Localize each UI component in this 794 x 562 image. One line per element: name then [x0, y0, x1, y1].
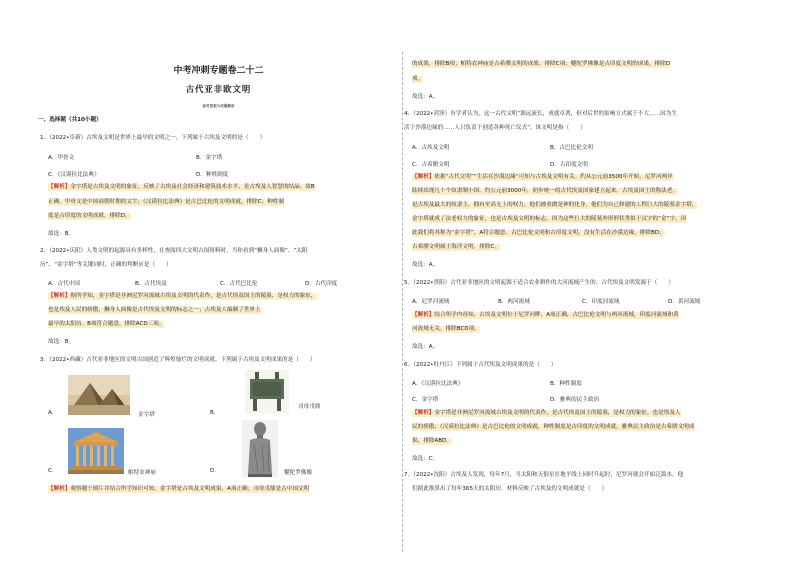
- q3-analysis-cont-line2: 项。: [412, 76, 424, 82]
- q4-analysis-line1: [412, 174, 673, 181]
- q2-analysis-line3: 最早的太阳历。B项符合题意，排除ACD三项。: [48, 321, 165, 327]
- q1-stem: 1．（2022•阜新）古埃及文明是世界上最早的文明之一。下列属于古埃及文明的是（ ）: [40, 135, 266, 141]
- q5-option-a: A．尼罗河流域: [412, 299, 450, 305]
- column-divider: [402, 52, 403, 552]
- q4-stem-line2: 活于沙漠边缘的……人只负责于创造各种死亡仪式”。该文明是指（ ）: [404, 125, 586, 131]
- analysis-tag: 【解析】: [48, 486, 71, 492]
- q2-analysis-line2: 也是埃及人民的骄傲，狮身人面像是古代埃及文明的标志之一；古埃及人编制了世界上: [48, 307, 261, 313]
- q3-stem: 3．（2022•西藏）古代亚非地区的文明古国创造了辉煌灿烂的文明成就。下列属于古埃及文明成果的是（ ）: [40, 357, 316, 363]
- q7-stem-line2: 们据此推算出了每年365天的太阳历，材料反映了古埃及的文明成就是（ ）: [412, 486, 608, 492]
- q6-option-a: A．《汉谟拉比法典》: [412, 381, 464, 387]
- q4-analysis-line2: 陆续出现几十个奴隶制小国。约公元前3000年，初步统一的古代埃及国家建立起来。古埃及国王的称法老。: [412, 188, 678, 194]
- q2-option-a: A．古代中国: [48, 281, 80, 287]
- q4-answer: 故选：A。: [412, 262, 439, 268]
- q3-analysis-cont-line1: 的成果，排除B项；帕特农神庙是古希腊文明的成果，排除C项；犍陀罗佛像是古印度文明的成果，排除D: [412, 61, 671, 67]
- analysis-tag: 【解析】: [412, 410, 435, 416]
- q1-analysis-text: 金字塔是古埃及文明的象征，反映了古埃及社会经济和建筑技术水平，是古埃及人智慧的结晶。故B: [70, 184, 315, 190]
- q4-option-a: A．古埃及文明: [412, 145, 450, 151]
- q5-analysis-line1: [412, 312, 679, 319]
- q3-option-d: D．: [210, 468, 220, 474]
- q6-analysis-line1: [412, 410, 681, 417]
- q4-option-b: B．古巴比伦文明: [550, 145, 593, 151]
- q6-analysis-line3: 果，排除ABD。: [412, 438, 452, 444]
- q3-option-a: A．: [48, 410, 58, 416]
- q4-analysis-line6: 古希腊文明属于海洋文明，排除C。: [412, 244, 500, 250]
- q2-stem-line2: 历”、“金字塔”等关键词时，正确的判断应是（ ）: [40, 262, 172, 268]
- q3-analysis-text: 观察题干图片并结合所学知识可知，金字塔是古埃及文明成果，A项正确；司母戊鼎是古中国文明: [70, 486, 310, 492]
- q1-option-c: C．《汉谟拉比法典》: [48, 172, 100, 178]
- section-heading: 一、选择题（共10小题）: [38, 117, 102, 123]
- q3-answer: 故选：A。: [412, 94, 439, 100]
- q6-option-c: C．金字塔: [412, 397, 439, 403]
- gandhara-buddha-image: [242, 420, 278, 478]
- q5-option-c: C．印度河流域: [582, 299, 620, 305]
- q6-analysis-text: 金字塔是非洲尼罗河流域古埃及文明的代表作，是古代埃及国王的陵墓，是权力的象征，也是埃及人: [434, 410, 681, 416]
- q4-analysis-text: 依据“古代文明”“生活在沙漠边缘”可知与古埃及文明有关。约从公元前3500年开始，尼罗河两岸: [434, 174, 673, 180]
- q2-answer: 故选：B。: [48, 339, 75, 345]
- q6-stem: 6．（2022•牡丹江）下列属于古代埃及文明成果的是（ ）: [404, 362, 557, 368]
- q1-answer: 故选：B。: [48, 231, 75, 237]
- q3-caption-d: 犍陀罗佛像: [284, 470, 312, 476]
- q7-stem-line1: 7．（2022•沈阳）古埃及人发现，每年7月，当太阳和天狼星在地平线上同时升起时，尼罗河就会开始泛滥水，他: [404, 472, 684, 478]
- q4-option-c: C．古希腊文明: [412, 162, 450, 168]
- q2-stem-line1: 2．（2022•庆阳）人类文明的起源具有多样性，在查阅四大文明古国资料时，当你看到“狮身人面像”、“太阳: [40, 248, 308, 254]
- q6-answer: 故选：C。: [412, 456, 439, 462]
- answer-note: 参考答案与试题解析: [202, 104, 235, 108]
- q2-option-d: D．古代印度: [305, 281, 338, 287]
- q5-analysis-line2: 河流域无关，排除BCD项。: [412, 326, 480, 332]
- q3-option-c: C．: [48, 468, 58, 474]
- q6-option-b: B．种姓制度: [550, 381, 582, 387]
- q5-answer: 故选：A。: [412, 344, 439, 350]
- q3-option-b: B．: [210, 410, 220, 416]
- q5-stem: 5．（2022•贵阳）古代亚非地区的文明起源于适合农业耕作的大河流域产生的。古代埃及文明发源于（ ）: [404, 280, 675, 286]
- simuwu-ding-image: [245, 370, 289, 413]
- q4-analysis-line5: 此我们将其称为“金字塔”，A符合题意。古巴比伦文明和古印度文明，没有生活在沙漠边缘，排除BD；: [412, 230, 665, 236]
- doc-title: 中考冲刺专题卷二十二: [173, 66, 264, 76]
- q6-analysis-line2: 民的骄傲；《汉谟拉比法典》是古巴比伦的文明成就，种姓制度是古印度的文明成就，雅典民主政治是古希腊文明成: [412, 424, 695, 430]
- doc-subtitle: 古代亚非欧文明: [185, 84, 252, 94]
- q3-caption-b: 司母戊鼎: [298, 404, 321, 410]
- analysis-tag: 【解析】: [48, 184, 71, 190]
- q3-caption-a: 金字塔: [138, 412, 155, 418]
- q5-analysis-text: 结合所学内容知，古埃及文明位于尼罗河畔，A项正确，古巴比伦文明与两河流域，印度河流域和黄: [434, 312, 679, 318]
- q1-analysis-line2: 正确，甲骨文是中国商朝时期的文字；《汉谟拉比法典》是古巴比伦的文明成就，排除C；种姓制: [48, 199, 285, 205]
- analysis-tag: 【解析】: [412, 312, 435, 318]
- q6-option-d: D．雅典的民主政治: [550, 397, 600, 403]
- q2-analysis-text: 据所学知，金字塔是非洲尼罗河流域古埃及文明的代表作，是古代埃及国王的陵墓，是权力的象征，: [70, 293, 317, 299]
- q1-option-d: D．种姓制度: [196, 172, 229, 178]
- q4-analysis-line4: 金字塔就成了法老权力的象征，也是古埃及文明的标志，因为这些巨大的陵墓外形形状类似于汉字的“金”字，因: [412, 216, 687, 222]
- q4-option-d: D．古印度文明: [550, 162, 588, 168]
- q4-analysis-line3: 是古埃及最大的奴隶主，拥有至高无上的权力。他们被看做是神的化身，他们为自己修建的工程巨大的陵墓金字塔，: [412, 202, 698, 208]
- pyramids-image: [68, 375, 130, 415]
- q2-analysis-line1: [48, 293, 317, 300]
- q3-caption-c: 帕特农神庙: [128, 470, 156, 476]
- q4-stem-line1: 4．（2022•菏泽）有学者认为，这一古代文明“源远流长，成就卓著，但对后世的影响方式属于不大……因为生: [404, 111, 677, 117]
- q5-option-b: B．两河流域: [498, 299, 530, 305]
- q3-analysis-line1: [48, 486, 309, 493]
- q2-option-b: B．古代埃及: [135, 281, 167, 287]
- analysis-tag: 【解析】: [412, 174, 435, 180]
- q1-analysis-line1: [48, 184, 315, 191]
- q2-option-c: C．古代巴比伦: [220, 281, 258, 287]
- analysis-tag: 【解析】: [48, 293, 71, 299]
- parthenon-image: [68, 428, 124, 474]
- q1-option-a: A．甲骨文: [48, 155, 75, 161]
- q1-analysis-line3: 度是古印度的文明成就，排除D。: [48, 213, 131, 219]
- q5-option-d: D．黄河流域: [668, 299, 701, 305]
- q1-option-b: B．金字塔: [196, 155, 223, 161]
